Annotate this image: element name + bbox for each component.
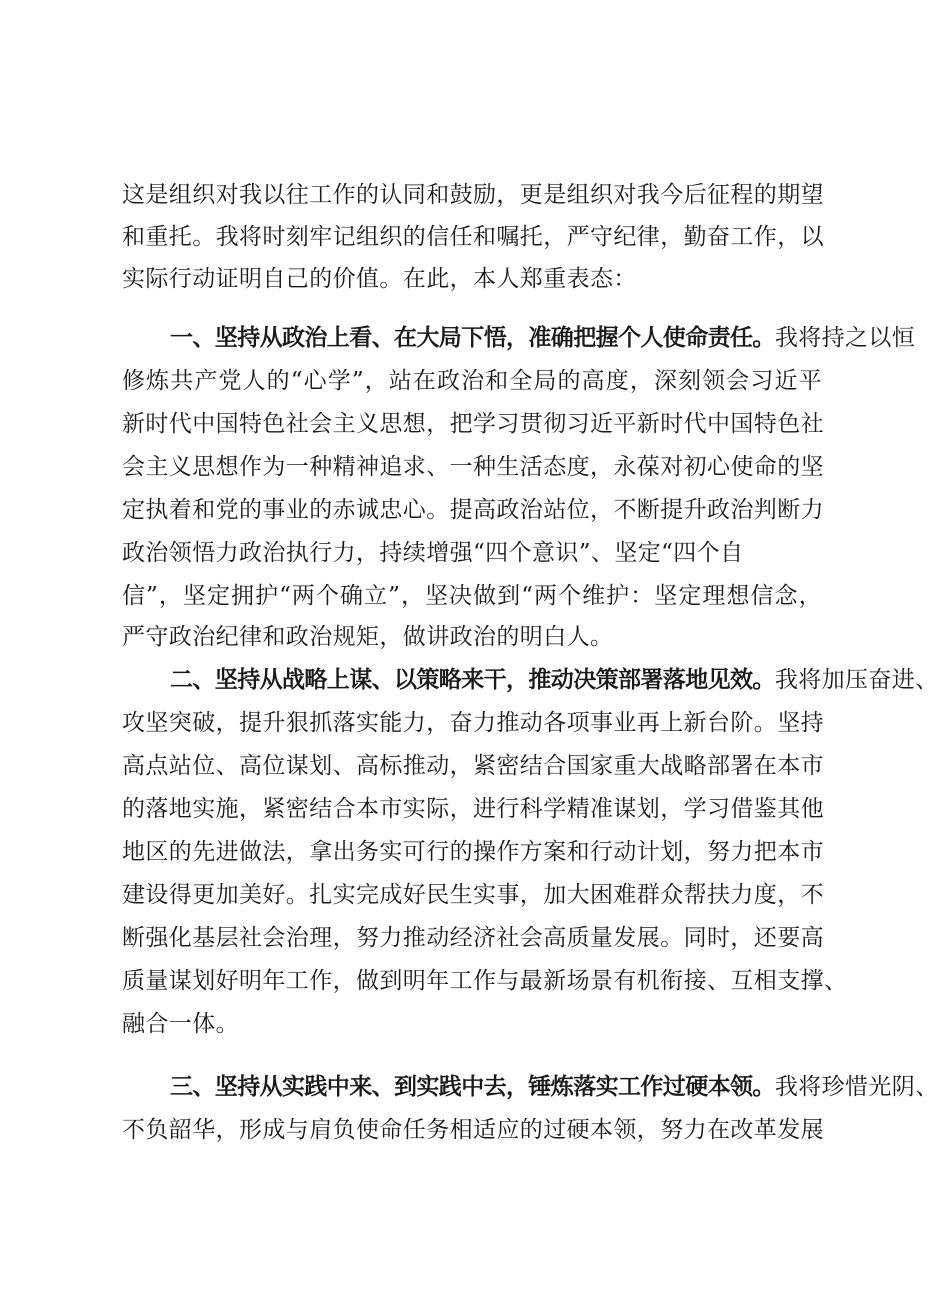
section-2-line: 断强化基层社会治理，努力推动经济社会高质量发展。同时，还要高 [122,925,824,951]
section-2-heading: 二、坚持从战略上谋、以策略来干，推动决策部署落地见效。 [170,667,775,693]
section-1-line: 政治领悟力政治执行力，持续增强“四个意识”、坚定“四个自 [122,540,744,566]
section-1-line: 会主义思想作为一种精神追求、一种生活态度，永葆对初心使命的坚 [122,454,824,480]
section-3-first-line-text: 我将珍惜光阴、 [774,1074,939,1100]
section-1-line: 严守政治纪律和政治规矩，做讲政治的明白人。 [122,624,614,650]
section-1-line: 信”，坚定拥护“两个确立”，坚决做到“两个维护：坚定理想信念， [122,583,822,609]
section-2-line: 攻坚突破，提升狠抓落实能力，奋力推动各项事业再上新台阶。坚持 [122,710,824,736]
section-1-line: 新时代中国特色社会主义思想，把学习贯彻习近平新时代中国特色社 [122,411,824,437]
section-2-line: 地区的先进做法，拿出务实可行的操作方案和行动计划，努力把本市 [122,839,824,865]
section-3-first-line [170,1072,939,1102]
section-2-line: 质量谋划好明年工作，做到明年工作与最新场景有机衔接、互相支撑、 [122,968,848,994]
section-2-line: 高点站位、高位谋划、高标推动，紧密结合国家重大战略部署在本市 [122,753,824,779]
section-1-line: 修炼共产党人的“心学”，站在政治和全局的高度，深刻领会习近平 [122,368,822,394]
intro-line-3: 实际行动证明自己的价值。在此，本人郑重表态： [122,266,637,292]
section-1-first-line [170,323,916,353]
section-1-heading: 一、坚持从政治上看、在大局下悟，准确把握个人使命责任。 [170,325,775,351]
section-1-first-line-text: 我将持之以恒 [774,325,916,351]
section-2-line: 建设得更加美好。扎实完成好民生实事，加大困难群众帮扶力度，不 [122,882,824,908]
section-2-first-line [170,665,939,695]
section-2-line: 的落地实施，紧密结合本市实际，进行科学精准谋划，学习借鉴其他 [122,796,824,822]
section-3-line: 不负韶华，形成与肩负使命任务相适应的过硬本领，努力在改革发展 [122,1117,824,1143]
intro-line-1: 这是组织对我以往工作的认同和鼓励，更是组织对我今后征程的期望 [122,182,824,208]
section-3-heading: 三、坚持从实践中来、到实践中去，锤炼落实工作过硬本领。 [170,1074,775,1100]
section-2-line: 融合一体。 [122,1011,239,1037]
section-2-first-line-text: 我将加压奋进、 [774,667,939,693]
intro-line-2: 和重托。我将时刻牢记组织的信任和嘱托，严守纪律，勤奋工作，以 [122,224,824,250]
section-1-line: 定执着和党的事业的赤诚忠心。提高政治站位，不断提升政治判断力 [122,497,824,523]
